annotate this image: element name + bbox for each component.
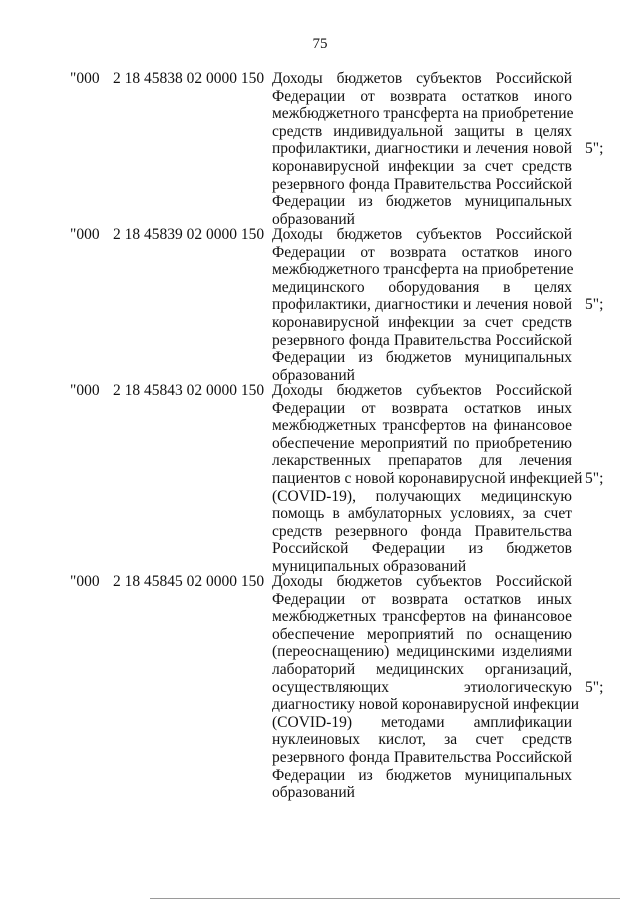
description-line: межбюджетного трансферта на приобретение [272,261,574,279]
description-line: Доходы бюджетов субъектов Российской [272,226,572,243]
description-line: помощь в амбулаторных условиях, за счет [272,505,572,523]
description-line: (COVID-19) методами амплификации [272,713,572,731]
budget-classification-code: 2 18 45845 02 0000 150 [113,573,265,590]
description-line: профилактики, диагностики и лечения новой [272,296,572,314]
description-line: Федерации от возврата остатков иных [272,590,572,608]
entry-description [272,382,583,576]
description-line: Федерации от возврата остатков иного [272,243,572,261]
budget-classification-code: 2 18 45838 02 0000 150 [113,70,265,87]
description-line: диагностику новой коронавирусной инфекции [272,696,580,714]
description-line: обеспечение мероприятий по приобретению [272,434,572,452]
description-line: резервного фонда Правительства Российской [272,331,572,349]
description-line: Доходы бюджетов субъектов Российской [272,573,572,590]
budget-classification-code: 2 18 45843 02 0000 150 [113,382,265,399]
description-line: пациентов с новой коронавирусной инфекцией [272,469,583,487]
page-number: 75 [312,36,328,52]
entry-prefix: "000 [70,573,100,590]
description-line: резервного фонда Правительства Российской [272,748,572,766]
description-line: (переоснащению) медицинскими изделиями [272,643,572,661]
description-line: муниципальных образований [272,557,467,575]
description-line: образований [272,210,355,228]
entry-prefix: "000 [70,70,100,87]
description-line: профилактики, диагностики и лечения новой [272,140,572,158]
description-line: средств резервного фонда Правительства [272,522,572,540]
description-line: Доходы бюджетов субъектов Российской [272,382,572,399]
description-line: обеспечение мероприятий по оснащению [272,625,572,643]
description-line: (COVID-19), получающих медицинскую [272,487,572,505]
entry-prefix: "000 [70,382,100,399]
entry-prefix: "000 [70,226,100,243]
description-line: межбюджетных трансфертов на финансовое [272,417,572,435]
description-line: Федерации от возврата остатков иных [272,399,572,417]
description-line: образований [272,784,355,802]
description-line: медицинского оборудования в целях [272,278,572,296]
description-line: лабораторий медицинских организаций, [272,660,572,678]
description-line: межбюджетного трансферта на приобретение [272,105,574,123]
description-line: Федерации от возврата остатков иного [272,87,572,105]
entry-description [272,226,572,384]
entry-description [272,573,580,802]
description-line: межбюджетных трансфертов на финансовое [272,608,572,626]
description-line: Доходы бюджетов субъектов Российской [272,70,572,87]
entry-suffix: 5"; [585,470,604,487]
description-line: осуществляющих этиологическую [272,678,572,696]
description-line: коронавирусной инфекции за счет средств [272,313,572,331]
description-line: Российской Федерации из бюджетов [272,540,572,558]
page-bottom-edge-line [150,898,620,899]
entry-suffix: 5"; [585,679,604,696]
description-line: Федерации из бюджетов муниципальных [272,349,572,367]
description-line: средств индивидуальной защиты в целях [272,122,572,140]
description-line: Федерации из бюджетов муниципальных [272,766,572,784]
description-line: коронавирусной инфекции за счет средств [272,157,572,175]
entry-suffix: 5"; [585,140,604,157]
description-line: образований [272,366,355,384]
description-line: нуклеиновых кислот, за счет средств [272,731,572,749]
entry-suffix: 5"; [585,296,604,313]
description-line: Федерации из бюджетов муниципальных [272,193,572,211]
description-line: лекарственных препаратов для лечения [272,452,572,470]
description-line: резервного фонда Правительства Российской [272,175,572,193]
budget-classification-code: 2 18 45839 02 0000 150 [113,226,265,243]
entry-description [272,70,572,228]
